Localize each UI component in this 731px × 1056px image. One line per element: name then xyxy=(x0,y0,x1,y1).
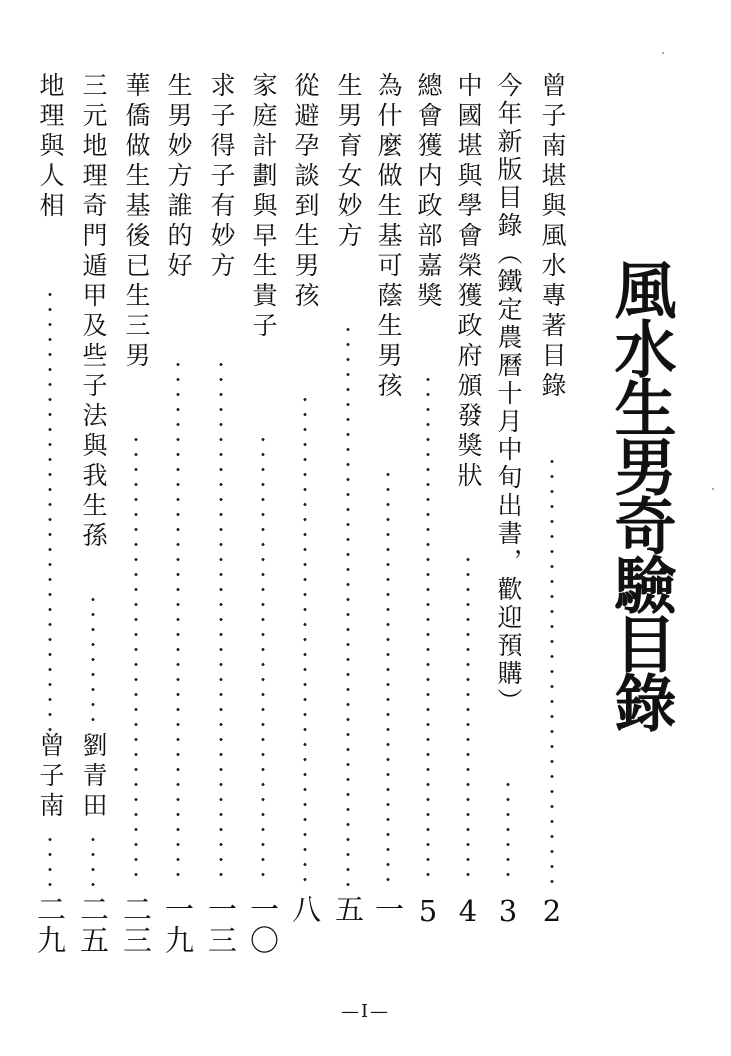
toc-entry xyxy=(450,72,486,962)
toc-page-number: 4 xyxy=(451,894,485,930)
dot-leader xyxy=(345,322,351,887)
toc-entry-title: 總會獲内政部嘉獎 xyxy=(414,72,443,312)
toc-entry xyxy=(75,72,111,962)
toc-entry-title: 地理與人相 xyxy=(36,72,65,222)
toc-entry-title: 求子得子有妙方 xyxy=(207,72,236,282)
dot-leader xyxy=(302,392,308,887)
toc-page-number: 一九 xyxy=(161,894,195,956)
toc-entry-author: 劉青田 xyxy=(79,732,108,822)
toc-entry xyxy=(330,72,366,962)
toc-entry-title: 為什麼做生基可蔭生男孩 xyxy=(374,72,403,402)
toc-page-number: 一〇 xyxy=(246,894,280,956)
dot-leader xyxy=(175,357,181,887)
toc-entry xyxy=(203,72,239,962)
toc-page-number: 二五 xyxy=(76,894,110,956)
dot-leader xyxy=(90,832,96,887)
toc-page-number: 2 xyxy=(535,894,569,930)
toc-entry-title: 家庭計劃與早生貴子 xyxy=(249,72,278,342)
toc-entry-title: 華僑做生基後已生三男 xyxy=(122,72,151,372)
page-title: 風水生男奇驗目錄 xyxy=(604,258,677,730)
toc-entry xyxy=(490,72,526,962)
dot-leader xyxy=(425,372,431,887)
toc-page-number: 二九 xyxy=(33,894,67,956)
dot-leader xyxy=(90,592,96,722)
dot-leader xyxy=(385,467,391,887)
toc-entry xyxy=(245,72,281,962)
toc-page-number: 一三 xyxy=(204,894,238,956)
dot-leader xyxy=(505,777,511,887)
toc-entry xyxy=(118,72,154,962)
toc-entry xyxy=(534,72,570,962)
toc-page-number: 5 xyxy=(411,894,445,930)
toc-entry-title: 生男妙方誰的好 xyxy=(164,72,193,282)
toc-entry xyxy=(160,72,196,962)
scan-speck xyxy=(712,488,714,490)
toc-entry-title: 今年新版目錄（鐵定農曆十月中旬出書，歡迎預購） xyxy=(494,72,523,716)
scan-speck xyxy=(662,52,664,54)
toc-entry xyxy=(287,72,323,962)
toc-entry-author: 曾子南 xyxy=(36,732,65,822)
toc-entry-title: 中國堪與學會榮獲政府頒發獎狀 xyxy=(454,72,483,492)
page-footer: —I— xyxy=(340,1001,391,1022)
dot-leader xyxy=(465,552,471,887)
toc-page-number: 3 xyxy=(491,894,525,930)
toc-page-number: 一 xyxy=(371,894,405,925)
toc-entry-title: 從避孕談到生男孩 xyxy=(291,72,320,312)
dot-leader xyxy=(47,287,53,732)
toc-entry xyxy=(32,72,68,962)
dot-leader xyxy=(218,357,224,887)
dot-leader xyxy=(260,432,266,887)
toc-page-number: 五 xyxy=(331,894,365,925)
dot-leader xyxy=(549,454,555,886)
toc-entry xyxy=(370,72,406,962)
toc-page-number: 二三 xyxy=(119,894,153,956)
toc-entry xyxy=(410,72,446,962)
dot-leader xyxy=(133,432,139,887)
toc-entry-title: 生男育女妙方 xyxy=(334,72,363,252)
dot-leader xyxy=(47,832,53,887)
toc-page-number: 八 xyxy=(288,894,322,925)
toc-entry-title: 曾子南堪與風水專著目錄 xyxy=(538,72,567,402)
toc-entry-title: 三元地理奇門遁甲及些子法與我生孫 xyxy=(79,72,108,552)
